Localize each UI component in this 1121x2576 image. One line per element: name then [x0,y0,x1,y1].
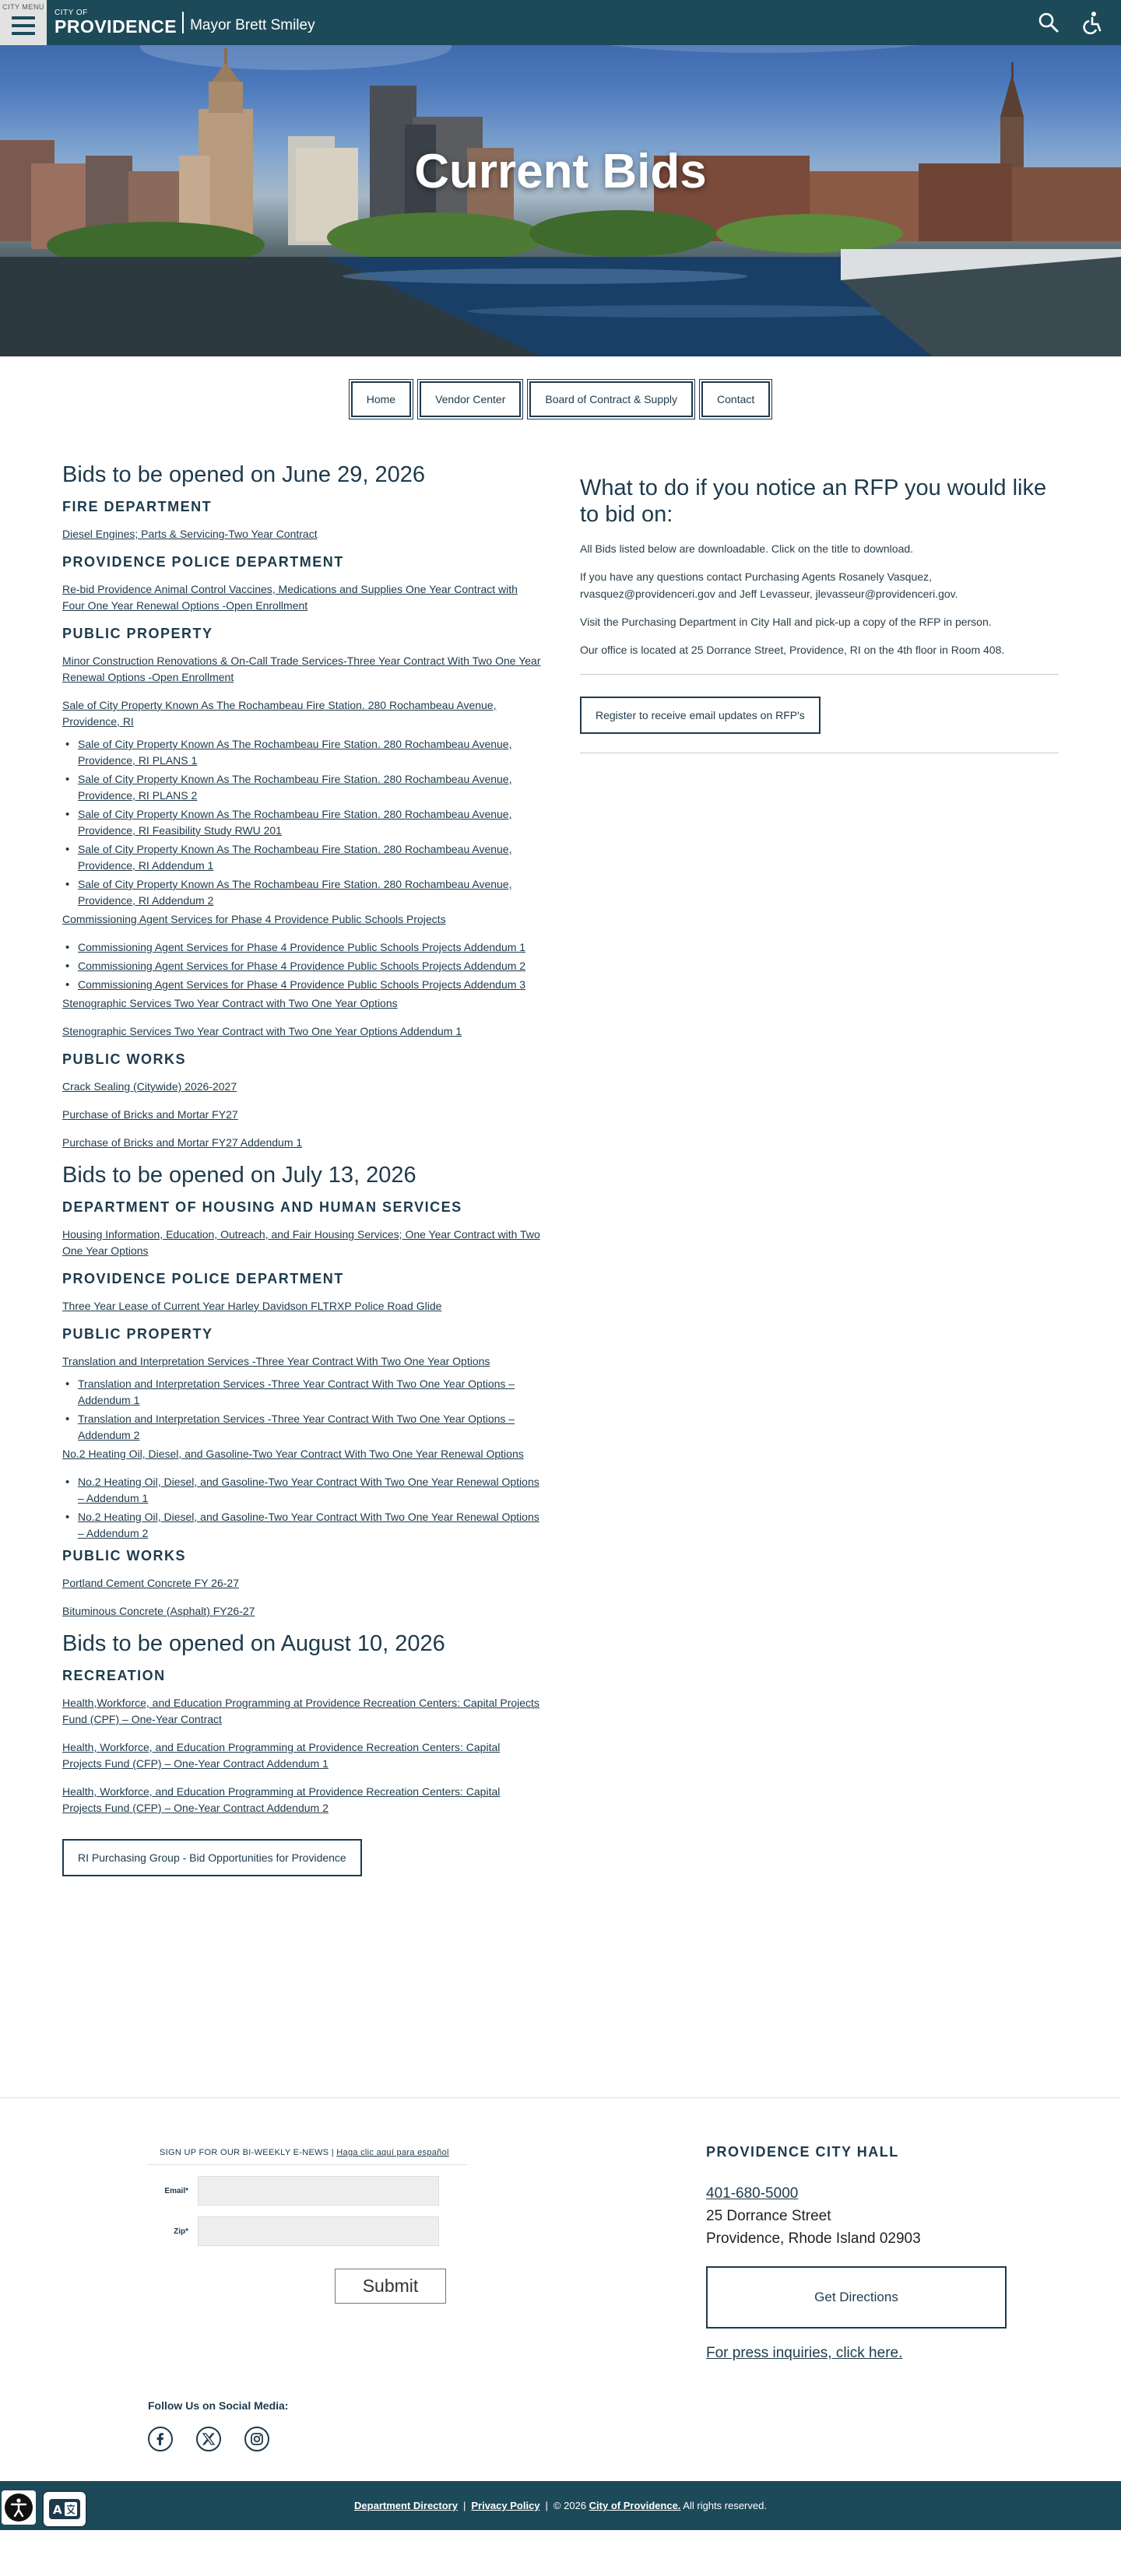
june-police-heading: PROVIDENCE POLICE DEPARTMENT [62,554,344,570]
bid-link[interactable]: Sale of City Property Known As The Rochambeau Fire Station. 280 Rochambeau Avenue, Providence, RI PLANS 1 [78,738,512,767]
list-item [70,1474,541,1507]
get-directions-button[interactable]: Get Directions [706,2266,1007,2329]
social-links [148,2427,269,2451]
facebook-link[interactable] [148,2427,173,2451]
bid-link[interactable]: Sale of City Property Known As The Rochambeau Fire Station. 280 Rochambeau Avenue, Providence, RI Addendum 2 [78,878,512,907]
addendum-list [70,939,541,993]
bid-link[interactable]: Sale of City Property Known As The Rochambeau Fire Station. 280 Rochambeau Avenue, Providence, RI PLANS 2 [78,773,512,802]
bid-link[interactable]: No.2 Heating Oil, Diesel, and Gasoline-Two Year Contract With Two One Year Renewal Options – Addendum 2 [78,1511,539,1539]
top-bar [0,0,1121,45]
newsletter-title [148,2148,467,2165]
july-heading: Bids to be opened on July 13, 2026 [62,1163,416,1188]
search-icon [1038,12,1060,33]
list-item [70,806,541,839]
accessibility-widget-button[interactable] [2,2490,36,2525]
june-fire-heading: FIRE DEPARTMENT [62,499,213,514]
bid-link[interactable]: Housing Information, Education, Outreach, and Fair Housing Services; One Year Contract with Two One Year Options [62,1228,540,1257]
site-logo[interactable] [54,9,315,36]
submit-button[interactable]: Submit [335,2269,446,2304]
bid-link[interactable]: No.2 Heating Oil, Diesel, and Gasoline-Two Year Contract With Two One Year Renewal Options [62,1448,524,1460]
translate-icon [47,2497,82,2521]
bid-link[interactable]: Re-bid Providence Animal Control Vaccines, Medications and Supplies One Year Contract with Four One Year Renewal Options -Open Enrollment [62,583,518,612]
city-menu-button[interactable] [0,0,47,45]
instagram-link[interactable] [244,2427,269,2451]
august-recreation-heading: RECREATION [62,1668,166,1683]
tab-contact[interactable]: Contact [701,381,770,417]
section-nav [0,381,1121,417]
ri-purchasing-button[interactable]: RI Purchasing Group - Bid Opportunities for Providence [62,1839,362,1876]
logo-divider [182,12,184,33]
rfp-info-heading: What to do if you notice an RFP you would like to bid on: [580,476,1047,527]
bid-link[interactable]: Health,Workforce, and Education Programming at Providence Recreation Centers: Capital Projects Fund (CPF) – One-Year Contract [62,1697,539,1725]
city-name: PROVIDENCE [54,16,177,37]
bids-list [62,459,541,1876]
spanish-link[interactable]: Haga clic aquí para español [336,2148,449,2157]
bid-link[interactable]: Purchase of Bricks and Mortar FY27 Addendum 1 [62,1136,303,1149]
bid-link[interactable]: Commissioning Agent Services for Phase 4 Providence Public Schools Projects Addendum 3 [78,978,526,991]
address-city: Providence, Rhode Island 02903 [706,2230,921,2247]
department-directory-link[interactable]: Department Directory [354,2500,458,2511]
footer-divider [0,2097,1121,2098]
instagram-icon [250,2432,264,2446]
facebook-icon [153,2432,167,2446]
bid-link[interactable]: Sale of City Property Known As The Rochambeau Fire Station. 280 Rochambeau Avenue, Providence, RI [62,699,497,728]
bid-link[interactable]: Commissioning Agent Services for Phase 4 Providence Public Schools Projects [62,913,446,925]
bid-link[interactable]: Diesel Engines; Parts & Servicing-Two Year Contract [62,528,318,540]
divider [580,674,1059,675]
tab-home[interactable]: Home [351,381,411,417]
bid-link[interactable]: Health, Workforce, and Education Programming at Providence Recreation Centers: Capital Projects Fund (CFP) – One-Year Contract Addendum 1 [62,1741,501,1770]
x-icon [202,2432,216,2446]
city-hall-info [706,2144,1033,2362]
list-item [70,736,541,769]
list-item [70,841,541,874]
list-item [70,939,541,956]
accessibility-widgets [2,2490,87,2528]
bid-link[interactable]: Commissioning Agent Services for Phase 4 Providence Public Schools Projects Addendum 1 [78,941,526,953]
rights-text: All rights reserved. [680,2500,767,2511]
city-menu-label: CITY MENU [2,3,44,11]
phone-link[interactable]: 401-680-5000 [706,2185,799,2202]
zip-label: Zip* [174,2227,188,2236]
separator: | [462,2500,466,2511]
bid-link[interactable]: Crack Sealing (Citywide) 2026-2027 [62,1080,237,1093]
bid-link[interactable]: Stenographic Services Two Year Contract with Two One Year Options Addendum 1 [62,1025,462,1037]
city-hall-heading: PROVIDENCE CITY HALL [706,2144,899,2160]
accessibility-button[interactable] [1079,9,1105,36]
bid-link[interactable]: Translation and Interpretation Services -Three Year Contract With Two One Year Options – Addendum 2 [78,1413,515,1441]
newsletter-form [148,2148,467,2246]
list-item [70,1509,541,1542]
copyright-text: © 2026 [553,2500,589,2511]
page-bottom-space [0,2530,1121,2576]
tab-board-of-contract[interactable]: Board of Contract & Supply [529,381,693,417]
bid-link[interactable]: Portland Cement Concrete FY 26-27 [62,1577,239,1589]
bid-link[interactable]: Sale of City Property Known As The Rochambeau Fire Station. 280 Rochambeau Avenue, Providence, RI Feasibility Study RWU 201 [78,808,512,837]
june-heading: Bids to be opened on June 29, 2026 [62,462,425,487]
bid-link[interactable]: Translation and Interpretation Services -Three Year Contract With Two One Year Options – Addendum 1 [78,1377,515,1406]
rfp-info-panel [580,475,1059,753]
zip-field[interactable] [198,2216,439,2246]
list-item [70,958,541,974]
july-works-heading: PUBLIC WORKS [62,1548,186,1563]
bottom-bar [0,2481,1121,2530]
email-label: Email* [164,2186,188,2195]
mayor-name: Mayor Brett Smiley [190,17,315,33]
hamburger-icon-bar [12,24,35,27]
rfp-info-text: Our office is located at 25 Dorrance Street, Providence, RI on the 4th floor in Room 408. [580,644,1005,656]
bid-link[interactable]: Minor Construction Renovations & On-Call Trade Services-Three Year Contract With Two One Year Renewal Options -Open Enrollment [62,655,541,683]
rfp-info-text: All Bids listed below are downloadable. Click on the title to download. [580,542,914,555]
register-email-button[interactable]: Register to receive email updates on RFP's [580,697,821,734]
june-works-heading: PUBLIC WORKS [62,1051,186,1067]
press-inquiries-link[interactable]: For press inquiries, click here. [706,2345,903,2361]
list-item [70,977,541,993]
bid-link[interactable]: No.2 Heating Oil, Diesel, and Gasoline-Two Year Contract With Two One Year Renewal Options – Addendum 1 [78,1476,539,1504]
list-item [70,1411,541,1444]
page-title: Current Bids [414,145,707,198]
list-item [70,1376,541,1409]
addendum-list [70,736,541,909]
rfp-info-text: If you have any questions contact Purchasing Agents Rosanely Vasquez, rvasquez@providenceri.gov and Jeff Levasseur, jlevasseur@providenceri.gov. [580,570,958,600]
social-heading: Follow Us on Social Media: [148,2399,289,2412]
bid-link[interactable]: Commissioning Agent Services for Phase 4 Providence Public Schools Projects Addendum 2 [78,960,526,972]
translate-widget-button[interactable] [42,2490,87,2528]
city-of-label: CITY OF [54,9,88,17]
svg-text:A: A [53,2503,62,2517]
hero-banner [0,0,1121,356]
july-housing-heading: DEPARTMENT OF HOUSING AND HUMAN SERVICES [62,1199,462,1215]
separator: | [545,2500,548,2511]
x-link[interactable] [196,2427,221,2451]
rfp-info-text: Visit the Purchasing Department in City Hall and pick-up a copy of the RFP in person. [580,616,992,628]
wheelchair-icon [1081,11,1103,34]
newsletter-title-text: SIGN UP FOR OUR BI-WEEKLY E-NEWS | [160,2148,337,2157]
bid-link[interactable]: Sale of City Property Known As The Rochambeau Fire Station. 280 Rochambeau Avenue, Providence, RI Addendum 1 [78,843,512,872]
july-police-heading: PROVIDENCE POLICE DEPARTMENT [62,1271,344,1286]
bid-link[interactable]: Stenographic Services Two Year Contract with Two One Year Options [62,997,398,1009]
list-item [70,876,541,909]
june-property-heading: PUBLIC PROPERTY [62,626,213,641]
bid-link[interactable]: Translation and Interpretation Services -Three Year Contract With Two One Year Options [62,1355,490,1367]
addendum-list [70,1376,541,1444]
bid-link[interactable]: Health, Workforce, and Education Programming at Providence Recreation Centers: Capital Projects Fund (CFP) – One-Year Contract Addendum 2 [62,1785,501,1814]
accessibility-icon [3,2492,34,2523]
hamburger-icon-bar [12,32,35,35]
search-button[interactable] [1035,9,1062,36]
email-field[interactable] [198,2176,439,2206]
july-property-heading: PUBLIC PROPERTY [62,1326,213,1342]
hamburger-icon [12,16,35,19]
tab-vendor-center[interactable]: Vendor Center [420,381,521,417]
addendum-list [70,1474,541,1542]
august-heading: Bids to be opened on August 10, 2026 [62,1631,445,1656]
city-link[interactable]: City of Providence. [589,2500,681,2511]
address-street: 25 Dorrance Street [706,2208,831,2224]
bid-link[interactable]: Purchase of Bricks and Mortar FY27 [62,1108,238,1121]
list-item [70,771,541,804]
bid-link[interactable]: Three Year Lease of Current Year Harley Davidson FLTRXP Police Road Glide [62,1300,442,1312]
privacy-policy-link[interactable]: Privacy Policy [471,2500,540,2511]
bid-link[interactable]: Bituminous Concrete (Asphalt) FY26-27 [62,1605,255,1617]
